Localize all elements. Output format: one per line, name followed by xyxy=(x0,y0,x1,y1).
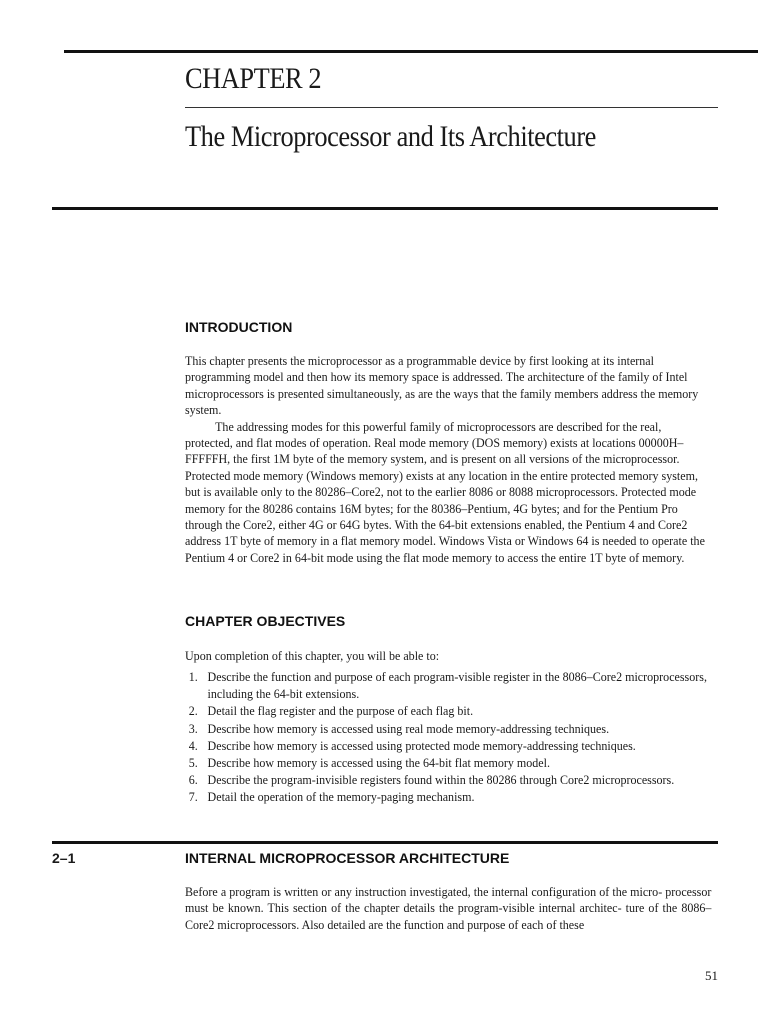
chapter-label: CHAPTER 2 xyxy=(185,62,322,95)
objective-item: 3. Describe how memory is accessed using real mode memory-addressing techniques. xyxy=(188,721,610,736)
objective-item: 6. Describe the program-invisible registers found within the 80286 through Core2 microprocessors. xyxy=(188,773,675,788)
intro-paragraph-2: The addressing modes for this powerful family of microprocessors are described for the real, protected, and flat modes of operation. Real mode memory (DOS memory) exists at locations 00000H–FFFFFH, the first 1M byte of the memory system, and is present on all versions of the microprocessor. Protected mode memory (Windows memory) exists at any location in the entire protected memory system, but is available only to the 80286–Core2, not to the earlier 8086 or 8088 microprocessors. Protected mode memory for the 80286 contains 16M bytes; for the 80386–Pentium, 4G bytes; and for the Pentium Pro through the Core2, either 4G or 64G bytes. With the 64-bit extensions enabled, the Pentium 4 and Core2 address 1T byte of memory in a flat memory model. Windows Vista or Windows 64 is needed to operate the Pentium 4 or Core2 in 64-bit mode using the flat mode memory to access the entire 1T byte of memory. xyxy=(185,419,705,565)
section-body xyxy=(185,884,711,933)
objective-item: 5. Describe how memory is accessed using the 64-bit flat memory model. xyxy=(188,756,550,771)
section-number: 2–1 xyxy=(52,850,76,866)
introduction-heading: INTRODUCTION xyxy=(185,319,293,335)
top-rule xyxy=(64,50,758,53)
objective-item: 4. Describe how memory is accessed using protected mode memory-addressing techniques. xyxy=(188,738,636,753)
page-number: 51 xyxy=(705,968,718,983)
objectives-list xyxy=(185,669,721,807)
introduction-body xyxy=(185,353,711,566)
objectives-heading: CHAPTER OBJECTIVES xyxy=(185,613,346,629)
intro-paragraph-1: This chapter presents the microprocessor as a programmable device by first looking at its internal programming model and then how its memory space is addressed. The architecture of the family of Intel microprocessors is presented simultaneously, as are the ways that the family members address the memory system. xyxy=(185,354,699,418)
objectives-lead: Upon completion of this chapter, you will be able to: xyxy=(185,649,440,663)
section-heading: INTERNAL MICROPROCESSOR ARCHITECTURE xyxy=(185,850,510,866)
chapter-title: The Microprocessor and Its Architecture xyxy=(185,120,596,153)
section-rule xyxy=(52,841,718,844)
objective-item: 1. Describe the function and purpose of each program-visible register in the 8086–Core2 microprocessors, including the 64-bit extensions. xyxy=(188,670,707,702)
chapter-divider xyxy=(185,107,718,108)
header-bottom-rule xyxy=(52,207,718,210)
objective-item: 7. Detail the operation of the memory-paging mechanism. xyxy=(188,790,475,805)
section-paragraph: Before a program is written or any instruction investigated, the internal configuration of the micro- processor must be known. This section of the chapter details the program-visible internal architec- ture of the 8086–Core2 microprocessors. Also detailed are the function and purpose of each of these xyxy=(185,885,712,932)
objective-item: 2. Detail the flag register and the purpose of each flag bit. xyxy=(188,704,474,719)
